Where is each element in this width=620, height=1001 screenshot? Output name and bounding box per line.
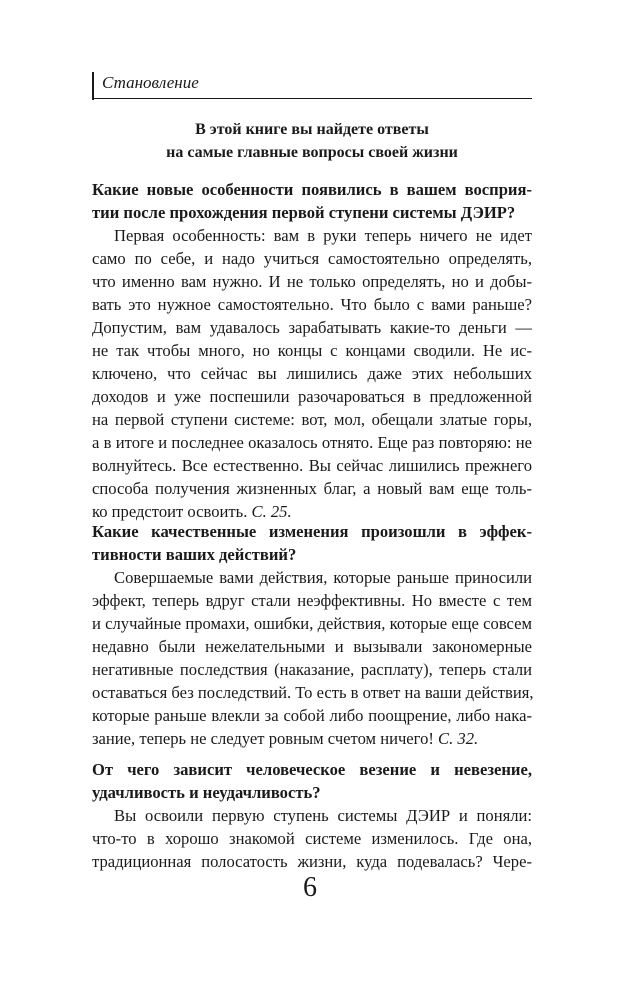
qa-section-2: [92, 520, 532, 750]
section-title: [92, 118, 532, 164]
answer-line-last: [92, 727, 532, 750]
question-line: От чего зависит человеческое везение и невезение,: [92, 760, 532, 779]
question-2: [92, 520, 532, 566]
qa-section-3: [92, 758, 532, 873]
question-line: тии после прохождения первой ступени системы ДЭИР?: [92, 203, 516, 222]
question-line: Какие качественные изменения произошли в эффек-: [92, 522, 532, 541]
answer-line: волнуйтесь. Все естественно. Вы сейчас лишились прежнего: [92, 456, 532, 475]
answer-line: Допустим, вам удавалось зарабатывать какие-то деньги —: [92, 318, 532, 337]
answer-line: которые раньше влекли за собой либо поощрение, либо нака-: [92, 706, 532, 725]
title-line: В этой книге вы найдете ответы: [195, 121, 429, 138]
answer-line: Первая особенность: вам в руки теперь ничего не идет: [114, 226, 532, 245]
page-reference: С. 32.: [438, 729, 479, 748]
answer-text: ко предстоит освоить.: [92, 502, 248, 521]
question-line: тивности ваших действий?: [92, 545, 297, 564]
answer-line: вать это нужное самостоятельно. Что было с вами раньше?: [92, 295, 532, 314]
answer-line: способа получения жизненных благ, а новый вам еще толь-: [92, 479, 532, 498]
question-line: Какие новые особенности появились в вашем восприя-: [92, 180, 532, 199]
answer-line: на первой ступени системе: вот, мол, обещали златые горы,: [92, 410, 532, 429]
answer-line: Совершаемые вами действия, которые раньше приносили: [114, 568, 532, 587]
running-head: [92, 68, 532, 102]
qa-section-1: [92, 178, 532, 523]
answer-line: недавно были нежелательными и вызывали закономерные: [92, 637, 532, 656]
title-line: на самые главные вопросы своей жизни: [166, 144, 458, 161]
page-reference: С. 25.: [251, 502, 292, 521]
answer-2: [92, 566, 532, 750]
answer-line: эффект, теперь вдруг стали неэффективны. Но вместе с тем: [92, 591, 532, 610]
answer-line: Вы освоили первую ступень системы ДЭИР и поняли:: [114, 806, 532, 825]
answer-line: традиционная полосатость жизни, куда подевалась? Чере-: [92, 852, 532, 871]
answer-line: а в итоге и последнее оказалось отнято. Еще раз повторяю: не: [92, 433, 532, 452]
answer-line: само по себе, и надо учиться самостоятельно определять,: [92, 249, 532, 268]
answer-3: [92, 804, 532, 873]
answer-line: ключено, что сейчас вы лишились даже этих небольших: [92, 364, 532, 383]
question-3: [92, 758, 532, 804]
answer-line: оставаться без последствий. То есть в ответ на ваши действия,: [92, 683, 534, 702]
question-line: удачливость и неудачливость?: [92, 783, 321, 802]
question-1: [92, 178, 532, 224]
answer-text: зание, теперь не следует ровным счетом ничего!: [92, 729, 434, 748]
page-number: 6: [303, 872, 317, 903]
answer-line: негативные последствия (наказание, расплату), теперь стали: [92, 660, 532, 679]
running-head-rule: [92, 98, 532, 99]
running-head-bar: [92, 72, 94, 100]
running-head-text: Становление: [102, 73, 199, 92]
answer-line: что-то в хорошо знакомой системе изменилось. Где она,: [92, 829, 532, 848]
answer-line: доходов и уже поспешили разочароваться в предложенной: [92, 387, 532, 406]
answer-1: [92, 224, 532, 523]
answer-line: что именно вам нужно. И не только определять, но и добы-: [92, 272, 532, 291]
answer-line: и случайные промахи, ошибки, действия, которые еще совсем: [92, 614, 532, 633]
answer-line: не так чтобы много, но концы с концами сводили. Не ис-: [92, 341, 532, 360]
